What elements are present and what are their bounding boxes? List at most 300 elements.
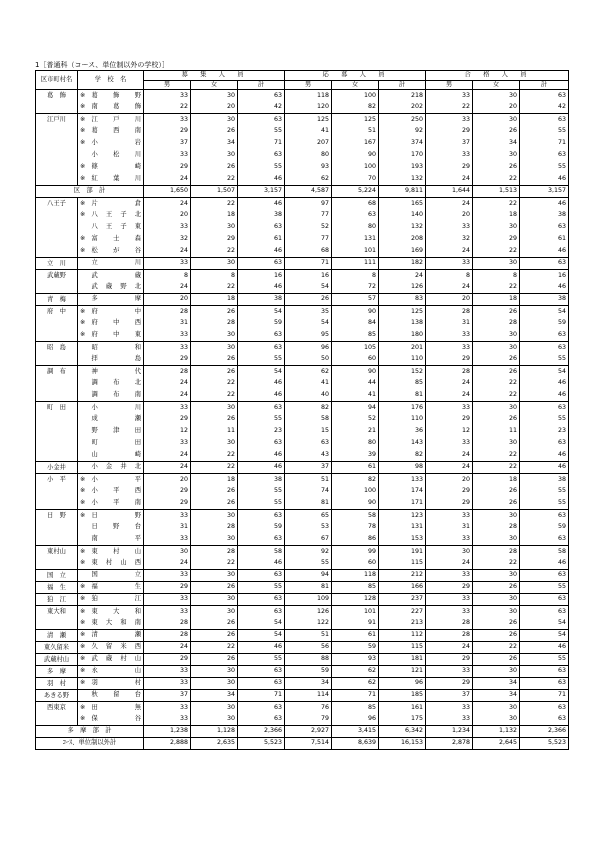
pass-female-cell: 30	[473, 114, 520, 126]
star-mark: ※	[80, 127, 86, 135]
apply-male-cell: 126	[285, 606, 332, 618]
apply-female-cell: 82	[332, 102, 379, 114]
recruit-male-cell: 24	[144, 174, 191, 186]
apply-female-cell: 100	[332, 162, 379, 174]
apply-total-cell: 185	[379, 690, 426, 702]
star-mark: ※	[78, 546, 90, 558]
recruit-male-cell: 33	[144, 510, 191, 522]
apply-female-cell: 94	[332, 402, 379, 414]
pass-female-cell: 26	[473, 366, 520, 378]
table-row	[36, 126, 569, 138]
apply-total-cell: 9,811	[379, 186, 426, 198]
apply-male-cell: 16	[285, 270, 332, 282]
apply-female-cell: 71	[332, 690, 379, 702]
table-row	[36, 198, 569, 210]
recruit-male-cell: 33	[144, 222, 191, 234]
recruit-total-cell: 63	[238, 606, 285, 618]
table-row	[36, 558, 569, 570]
pass-male-cell: 8	[426, 270, 473, 282]
pass-female-cell: 29	[473, 234, 520, 246]
pass-female-cell: 30	[473, 570, 520, 582]
table-row	[36, 378, 569, 390]
pass-female-cell: 30	[473, 606, 520, 618]
apply-total-cell: 169	[379, 246, 426, 258]
apply-total-cell: 16,153	[379, 738, 426, 750]
apply-male-cell: 120	[285, 102, 332, 114]
recruit-male-cell: 29	[144, 414, 191, 426]
apply-total-cell: 237	[379, 594, 426, 606]
star-mark	[78, 222, 90, 234]
recruit-male-cell: 1,238	[144, 726, 191, 738]
pass-total-cell: 2,366	[520, 726, 569, 738]
table-row	[36, 570, 569, 582]
school-name: 葛飾野	[90, 90, 144, 102]
pass-male-cell: 20	[426, 210, 473, 222]
pass-male-cell: 29	[426, 582, 473, 594]
apply-female-cell: 111	[332, 258, 379, 270]
pass-total-cell: 55	[558, 487, 567, 495]
recruit-male-cell: 33	[144, 678, 191, 690]
recruit-male-cell: 33	[144, 594, 191, 606]
pass-female-cell: 18	[473, 210, 520, 222]
recruit-male-cell: 29	[144, 498, 191, 510]
pass-female-cell: 30	[473, 222, 520, 234]
recruit-female-cell: 1,128	[191, 726, 238, 738]
recruit-female-cell: 28	[191, 318, 238, 330]
pass-total-cell: 46	[558, 391, 567, 399]
district-cell: 日 野	[36, 510, 78, 546]
recruit-female-cell: 30	[191, 342, 238, 354]
recruit-total-cell: 55	[238, 654, 285, 666]
recruit-male-cell: 28	[144, 306, 191, 318]
table-row	[36, 510, 569, 522]
apply-total-cell: 126	[379, 282, 426, 294]
pass-total-cell: 38	[520, 474, 569, 486]
table-row	[36, 690, 569, 702]
pass-total-cell: 55	[558, 355, 567, 363]
recruit-female-cell: 26	[191, 162, 238, 174]
school-name: 八王子東	[90, 222, 144, 234]
recruit-female-cell: 28	[191, 546, 238, 558]
recruit-female-cell: 22	[191, 390, 238, 402]
district-cell: 羽 村	[36, 678, 78, 690]
pass-total-cell: 63	[558, 715, 567, 723]
star-mark: ※	[78, 654, 90, 666]
recruit-female-cell: 26	[191, 630, 238, 642]
recruit-male-cell: 33	[144, 534, 191, 546]
pass-female-cell: 30	[473, 402, 520, 414]
recruit-total-cell: 55	[238, 162, 285, 174]
apply-male-cell: 59	[285, 666, 332, 678]
recruit-male-cell: 30	[144, 546, 191, 558]
pass-male-cell: 33	[426, 342, 473, 354]
table-row	[36, 114, 569, 126]
district-cell: 町 田	[36, 402, 78, 462]
recruit-total-cell: 59	[238, 522, 285, 534]
table-row	[36, 486, 569, 498]
apply-total-cell: 140	[379, 210, 426, 222]
table-row	[36, 270, 569, 282]
table-row	[36, 534, 569, 546]
apply-female-cell: 70	[332, 174, 379, 186]
recruit-header: 募 集 人 員	[144, 71, 285, 81]
star-mark	[78, 450, 90, 462]
recruit-female-cell: 30	[191, 594, 238, 606]
pass-total-cell: 63	[520, 606, 569, 618]
table-row	[36, 522, 569, 534]
district-cell: 東村山	[36, 546, 78, 570]
district-cell: 立 川	[36, 258, 78, 270]
recruit-female-cell: 26	[191, 486, 238, 498]
school-name: 東村山	[90, 546, 144, 558]
recruit-total-cell: 63	[238, 678, 285, 690]
recruit-male-cell: 33	[144, 402, 191, 414]
recruit-total-cell: 54	[238, 366, 285, 378]
recruit-total-cell: 3,157	[238, 186, 285, 198]
recruit-female-cell: 26	[191, 366, 238, 378]
recruit-total-cell: 38	[238, 210, 285, 222]
recruit-female-cell: 30	[191, 666, 238, 678]
star-mark: ※	[80, 247, 86, 255]
star-mark	[78, 426, 90, 438]
recruit-total-cell: 46	[238, 450, 285, 462]
apply-female-cell: 96	[332, 714, 379, 726]
pass-female-cell: 22	[473, 390, 520, 402]
star-mark	[78, 294, 90, 306]
star-mark: ※	[78, 510, 90, 522]
pass-female-cell: 20	[473, 102, 520, 114]
apply-total-cell: 153	[379, 534, 426, 546]
apply-female-cell: 72	[332, 282, 379, 294]
recruit-total-cell: 54	[238, 618, 285, 630]
recruit-male-cell: 22	[144, 102, 191, 114]
recruit-male-cell: 2,888	[144, 738, 191, 750]
recruit-male-cell: 1,650	[144, 186, 191, 198]
recruit-total-cell: 59	[238, 318, 285, 330]
recruit-total-cell: 55	[238, 354, 285, 366]
pass-male-cell: 29	[426, 654, 473, 666]
school-name: 日野台	[90, 522, 144, 534]
pass-total-cell: 55	[558, 163, 567, 171]
school-name: 東村山西	[90, 558, 144, 570]
apply-male-cell: 41	[285, 126, 332, 138]
recruit-total-cell: 46	[238, 174, 285, 186]
apply-male-cell: 55	[285, 558, 332, 570]
table-row	[36, 594, 569, 606]
district-cell: 青 梅	[36, 294, 78, 306]
recruit-female-cell: 30	[191, 150, 238, 162]
apply-total-cell: 112	[379, 630, 426, 642]
star-mark: ※	[80, 331, 86, 339]
school-name: 小平西	[90, 486, 144, 498]
pass-female-cell: 26	[473, 498, 520, 510]
table-row	[36, 630, 569, 642]
subtotal-row	[36, 726, 569, 738]
school-name: 福生	[90, 582, 144, 594]
recruit-female-cell: 30	[191, 222, 238, 234]
star-mark: ※	[78, 198, 90, 210]
apply-total-cell: 82	[379, 450, 426, 462]
subtotal-label: ｺｰｽ、単位制以外計	[36, 738, 144, 750]
recruit-total-cell: 63	[238, 150, 285, 162]
pass-total-cell: 46	[558, 379, 567, 387]
table-row	[36, 426, 569, 438]
apply-female-cell: 58	[332, 510, 379, 522]
recruit-female-cell: 22	[191, 558, 238, 570]
recruit-total-cell: 63	[238, 222, 285, 234]
apply-total-cell: 85	[379, 378, 426, 390]
table-row	[36, 546, 569, 558]
recruit-male-cell: 24	[144, 462, 191, 474]
pass-total-cell: 63	[520, 702, 569, 714]
pass-male-cell: 29	[426, 126, 473, 138]
apply-female-cell: 105	[332, 342, 379, 354]
star-mark: ※	[78, 642, 90, 654]
school-name: 南葛飾	[90, 102, 144, 114]
pass-female-cell: 30	[473, 666, 520, 678]
pass-male-cell: 28	[426, 630, 473, 642]
recruit-female-cell: 34	[191, 690, 238, 702]
recruit-male-cell: 37	[144, 690, 191, 702]
recruit-female-cell: 26	[191, 498, 238, 510]
recruit-male-cell: 33	[144, 570, 191, 582]
pass-female-cell: 22	[473, 558, 520, 570]
recruit-total-cell: 61	[238, 234, 285, 246]
star-mark: ※	[80, 319, 86, 327]
school-name: 富士森	[90, 234, 144, 246]
recruit-male-cell: 12	[144, 426, 191, 438]
apply-female-cell: 61	[332, 462, 379, 474]
apply-total-cell: 193	[379, 162, 426, 174]
recruit-male-cell: 24	[144, 450, 191, 462]
recruit-male-cell: 24	[144, 378, 191, 390]
recruit-female-cell: 30	[191, 402, 238, 414]
pass-total-cell: 63	[520, 666, 569, 678]
school-name: 昭和	[90, 342, 144, 354]
table-row	[36, 366, 569, 378]
recruit-total-cell: 2,366	[238, 726, 285, 738]
apply-female-cell: 125	[332, 114, 379, 126]
recruit-total-cell: 63	[238, 90, 285, 102]
school-name: 小平	[90, 474, 144, 486]
apply-header: 応 募 人 員	[285, 71, 426, 81]
recruit-male-header: 男	[144, 81, 191, 90]
pass-total-cell: 59	[558, 319, 567, 327]
apply-male-cell: 92	[285, 546, 332, 558]
school-name: 小平南	[90, 498, 144, 510]
recruit-male-cell: 29	[144, 354, 191, 366]
school-name: 町田	[90, 438, 144, 450]
recruit-female-cell: 30	[191, 702, 238, 714]
pass-female-cell: 26	[473, 306, 520, 318]
subtotal-row	[36, 186, 569, 198]
star-mark: ※	[80, 235, 86, 243]
school-name: 東大和	[90, 606, 144, 618]
apply-total-cell: 133	[379, 474, 426, 486]
apply-female-cell: 86	[332, 534, 379, 546]
recruit-total-header: 計	[238, 81, 285, 90]
school-name: 江戸川	[90, 114, 144, 126]
pass-total-cell: 63	[520, 258, 569, 270]
pass-total-cell: 58	[520, 546, 569, 558]
recruit-total-cell: 63	[238, 258, 285, 270]
recruit-total-cell: 63	[238, 114, 285, 126]
star-mark: ※	[80, 175, 86, 183]
pass-male-cell: 33	[426, 222, 473, 234]
pass-header: 合 格 人 員	[464, 71, 530, 79]
pass-male-cell: 24	[426, 390, 473, 402]
recruit-total-cell: 63	[238, 534, 285, 546]
apply-female-cell: 101	[332, 246, 379, 258]
school-name: 東大和南	[90, 618, 144, 630]
star-mark: ※	[80, 139, 86, 147]
recruit-total-cell: 55	[238, 486, 285, 498]
apply-male-cell: 81	[285, 498, 332, 510]
pass-female-cell: 11	[473, 426, 520, 438]
apply-female-cell: 128	[332, 594, 379, 606]
star-mark: ※	[80, 211, 86, 219]
pass-male-cell: 29	[426, 678, 473, 690]
school-name: 成瀬	[90, 414, 144, 426]
apply-male-cell: 109	[285, 594, 332, 606]
recruit-male-cell: 28	[144, 366, 191, 378]
apply-female-cell: 118	[332, 570, 379, 582]
table-row	[36, 330, 569, 342]
table-row	[36, 294, 569, 306]
apply-total-cell: 83	[379, 294, 426, 306]
recruit-female-cell: 34	[191, 138, 238, 150]
star-mark	[78, 522, 90, 534]
apply-total-cell: 98	[379, 462, 426, 474]
apply-female-cell: 60	[332, 354, 379, 366]
apply-total-cell: 132	[379, 222, 426, 234]
recruit-male-cell: 28	[144, 618, 191, 630]
pass-male-cell: 33	[426, 114, 473, 126]
apply-total-cell: 218	[379, 90, 426, 102]
apply-total-cell: 374	[379, 138, 426, 150]
district-cell: 清 瀬	[36, 630, 78, 642]
recruit-total-cell: 63	[238, 666, 285, 678]
apply-male-cell: 77	[285, 210, 332, 222]
recruit-female-cell: 26	[191, 618, 238, 630]
pass-total-cell: 55	[520, 582, 569, 594]
district-cell: 福 生	[36, 582, 78, 594]
pass-male-cell: 24	[426, 462, 473, 474]
apply-female-cell: 80	[332, 222, 379, 234]
apply-total-cell: 110	[379, 354, 426, 366]
apply-total-cell: 36	[379, 426, 426, 438]
pass-total-cell: 63	[520, 402, 569, 414]
recruit-female-cell: 26	[191, 354, 238, 366]
recruit-female-cell: 22	[191, 642, 238, 654]
apply-female-cell: 100	[332, 486, 379, 498]
recruit-male-cell: 20	[144, 210, 191, 222]
school-name: 永山	[90, 666, 144, 678]
pass-female-cell: 26	[473, 414, 520, 426]
apply-total-cell: 208	[379, 234, 426, 246]
pass-total-cell: 63	[558, 535, 567, 543]
recruit-female-cell: 8	[191, 270, 238, 282]
apply-male-cell: 118	[285, 90, 332, 102]
apply-male-cell: 51	[285, 630, 332, 642]
apply-total-cell: 170	[379, 150, 426, 162]
recruit-male-cell: 24	[144, 390, 191, 402]
recruit-total-cell: 63	[238, 714, 285, 726]
pass-total-cell: 46	[558, 283, 567, 291]
district-cell: 小金井	[36, 462, 78, 474]
recruit-male-cell: 24	[144, 642, 191, 654]
pass-male-cell: 33	[426, 90, 473, 102]
pass-female-cell: 30	[473, 714, 520, 726]
star-mark: ※	[80, 715, 86, 723]
pass-total-cell: 38	[520, 294, 569, 306]
recruit-total-cell: 5,523	[238, 738, 285, 750]
table-row	[36, 438, 569, 450]
school-name: 府中	[90, 306, 144, 318]
pass-total-cell: 5,523	[520, 738, 569, 750]
pass-total-cell: 38	[558, 211, 567, 219]
recruit-female-cell: 18	[191, 474, 238, 486]
apply-male-cell: 52	[285, 222, 332, 234]
recruit-total-cell: 63	[238, 330, 285, 342]
pass-male-cell: 33	[426, 438, 473, 450]
recruit-male-cell: 29	[144, 126, 191, 138]
apply-male-cell: 88	[285, 654, 332, 666]
pass-female-cell: 30	[473, 702, 520, 714]
table-body	[36, 90, 569, 750]
apply-female-cell: 80	[332, 438, 379, 450]
recruit-total-cell: 42	[238, 102, 285, 114]
school-name: 小松川	[90, 150, 144, 162]
apply-total-cell: 182	[379, 258, 426, 270]
apply-total-cell: 123	[379, 510, 426, 522]
pass-total-cell: 55	[558, 127, 567, 135]
apply-male-cell: 207	[285, 138, 332, 150]
pass-female-cell: 18	[473, 294, 520, 306]
recruit-male-cell: 33	[144, 258, 191, 270]
apply-male-cell: 125	[285, 114, 332, 126]
pass-male-cell: 20	[426, 474, 473, 486]
school-name: 神代	[90, 366, 144, 378]
recruit-female-cell: 30	[191, 714, 238, 726]
apply-total-cell: 201	[379, 342, 426, 354]
pass-male-cell: 28	[426, 618, 473, 630]
pass-male-cell: 33	[426, 702, 473, 714]
pass-total-cell: 63	[520, 678, 569, 690]
pass-male-cell: 24	[426, 450, 473, 462]
apply-male-cell: 62	[285, 174, 332, 186]
recruit-female-cell: 26	[191, 306, 238, 318]
pass-total-cell: 63	[558, 223, 567, 231]
pass-male-cell: 24	[426, 246, 473, 258]
apply-female-cell: 62	[332, 666, 379, 678]
apply-total-cell: 152	[379, 366, 426, 378]
apply-male-cell: 82	[285, 402, 332, 414]
table-caption: 1［普通科（コース、単位制以外の学校）］	[35, 61, 169, 69]
apply-total-cell: 24	[379, 270, 426, 282]
recruit-female-cell: 2,635	[191, 738, 238, 750]
recruit-female-cell: 30	[191, 258, 238, 270]
recruit-total-cell: 46	[238, 642, 285, 654]
table-row	[36, 354, 569, 366]
pass-male-cell: 24	[426, 282, 473, 294]
pass-female-cell: 26	[473, 354, 520, 366]
pass-male-cell: 30	[426, 546, 473, 558]
apply-female-cell: 78	[332, 522, 379, 534]
star-mark	[78, 354, 90, 366]
apply-male-cell: 2,927	[285, 726, 332, 738]
pass-total-cell: 46	[520, 642, 569, 654]
